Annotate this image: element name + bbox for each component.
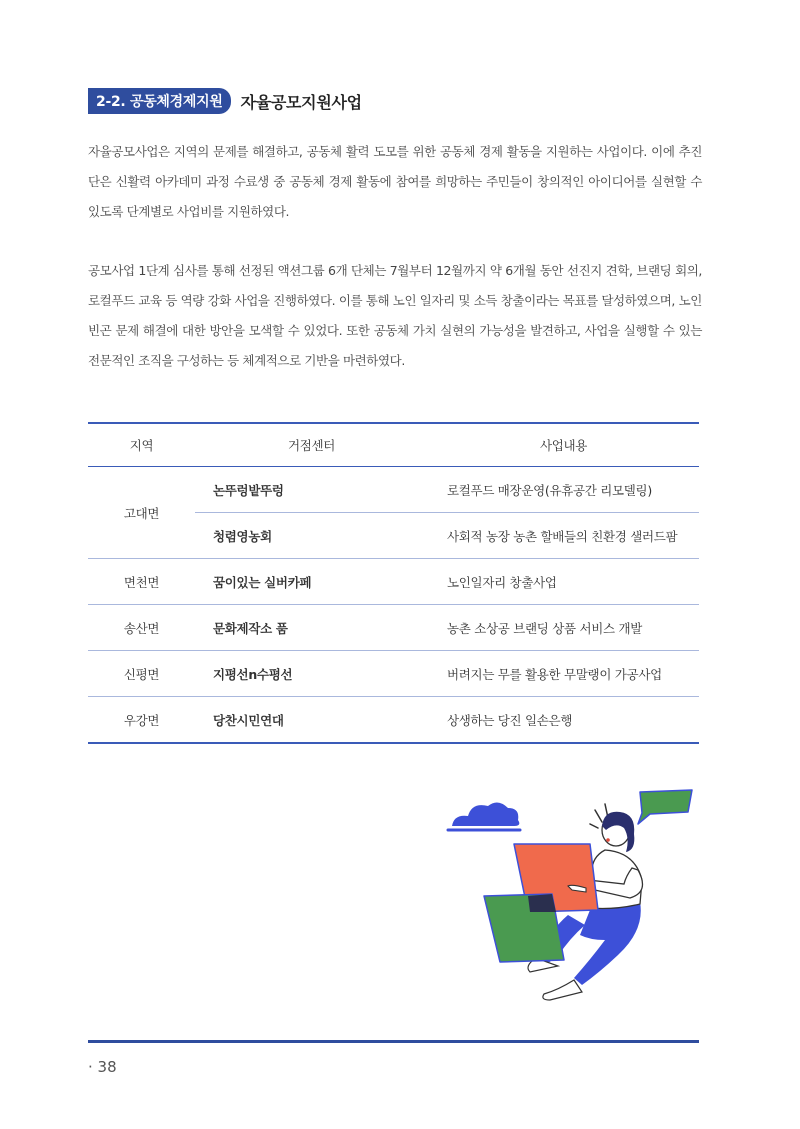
table-row [88,559,699,605]
header-region: 지역 [88,423,195,467]
paragraph-intro: 자율공모사업은 지역의 문제를 해결하고, 공동체 활력 도모를 위한 공동체 경제 활동을 지원하는 사업이다. 이에 추진단은 신활력 아카데미 과정 수료생 중 공동체 경제 활동에 참여를 희망하는 주민들이 창의적인 아이디어를 실현할 수 있도록 단계별로 사업비를 지원하였다. [88,144,702,219]
cell-region: 면천면 [88,559,195,605]
project-table [88,422,699,744]
page-number: · 38 [88,1058,117,1076]
section-tag: 2-2. 공동체경제지원 [88,88,231,114]
cell-region: 우강면 [88,697,195,744]
cell-business: 사회적 농장 농촌 할배들의 친환경 샐러드팜 [429,513,699,559]
speech-bubble-icon [638,790,692,824]
cell-center: 청렴영농회 [195,513,429,559]
table-row [88,605,699,651]
woman-with-screens-illustration [440,780,700,1020]
header-center: 거점센터 [195,423,429,467]
table-row [88,697,699,744]
paragraph-results: 공모사업 1단계 심사를 통해 선정된 액션그룹 6개 단체는 7월부터 12월까지 약 6개월 동안 선진지 견학, 브랜딩 회의, 로컬푸드 교육 등 역량 강화 사업을 진행하였다. 이를 통해 노인 일자리 및 소득 창출이라는 목표를 달성하였으며, 노인 빈곤 문제 해결에 대한 방안을 모색할 수 있었다. 또한 공동체 가치 실현의 가능성을 발견하고, 사업을 실행할 수 있는 전문적인 조직을 구성하는 등 체계적으로 기반을 마련하였다. [88,263,702,368]
cell-center: 지평선n수평선 [195,651,429,697]
cell-region: 신평면 [88,651,195,697]
section-heading [88,88,362,114]
cell-business: 상생하는 당진 일손은행 [429,697,699,744]
cell-center: 꿈이있는 실버카페 [195,559,429,605]
table-row [88,467,699,513]
header-business: 사업내용 [429,423,699,467]
table-row [88,651,699,697]
footer-divider [88,1040,699,1043]
cell-business: 버려지는 무를 활용한 무말랭이 가공사업 [429,651,699,697]
cell-region: 송산면 [88,605,195,651]
cloud-icon [448,802,520,830]
cell-center: 당찬시민연대 [195,697,429,744]
cell-business: 로컬푸드 매장운영(유휴공간 리모델링) [429,467,699,513]
cell-business: 농촌 소상공 브랜딩 상품 서비스 개발 [429,605,699,651]
cell-region: 고대면 [88,467,195,559]
section-title: 자율공모지원사업 [240,92,362,112]
cell-center: 논뚜렁밭뚜렁 [195,467,429,513]
screen-overlap [528,894,556,912]
cell-business: 노인일자리 창출사업 [429,559,699,605]
table-header-row [88,423,699,467]
cell-center: 문화제작소 품 [195,605,429,651]
